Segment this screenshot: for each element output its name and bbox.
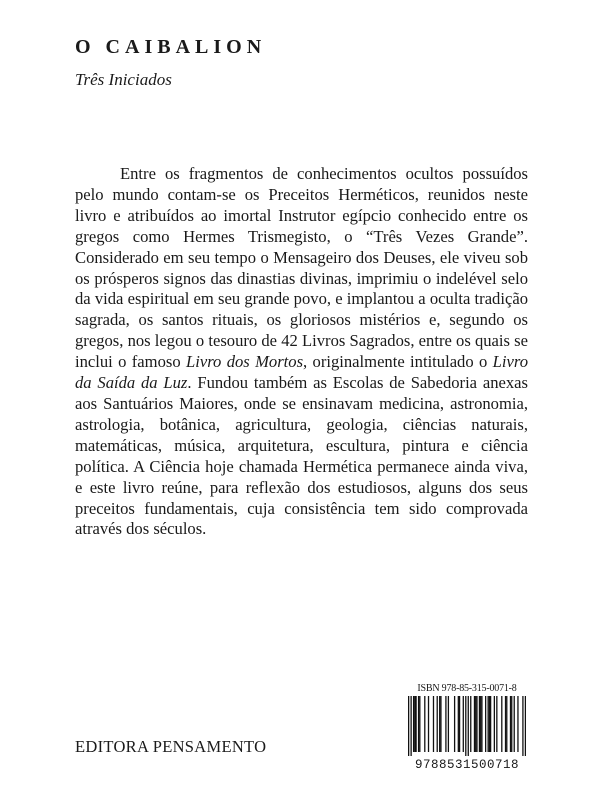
barcode-bar [489, 696, 490, 752]
barcode-bar [514, 696, 515, 752]
barcode-bar [479, 696, 480, 752]
isbn-barcode-block [404, 683, 530, 773]
barcode-bar [525, 696, 526, 756]
barcode-bar [496, 696, 497, 752]
barcode-bar [517, 696, 518, 752]
publisher-name: EDITORA PENSAMENTO [75, 737, 267, 756]
barcode-bar [415, 696, 416, 752]
blurb-text-2: , originalmente intitulado o [303, 352, 493, 372]
barcode-bar [490, 696, 491, 752]
barcode-bar [463, 696, 464, 752]
barcode-bar [418, 696, 419, 752]
barcode-bar [413, 696, 414, 752]
barcode-bar [440, 696, 441, 752]
barcode-digits: 9788531500718 [414, 758, 520, 772]
blurb-text-3: . Fundou também as Escolas de Sabedoria anexas aos Santuários Maiores, onde se ensinavam medicina, astronomia, astrologia, botânica, agricultura, geologia, ciências naturais, matemáticas, música, arquitetura, escultura, pintura e ciência política. A Ciência hoje chamada Hermética permanece ainda viva, e este livro reúne, para reflexão dos estudiosos, alguns dos seus preceitos fundamentais, cuja consistência tem sido comprovada através dos séculos. [75, 373, 528, 539]
barcode-bar [510, 696, 511, 752]
book-author: Três Iniciados [75, 70, 172, 89]
barcode-bar [487, 696, 488, 752]
barcode-bar [428, 696, 429, 752]
barcode-bar [419, 696, 420, 752]
barcode-bar [475, 696, 476, 752]
barcode-bar [522, 696, 523, 756]
barcode-bar [439, 696, 440, 752]
barcode-bar [470, 696, 471, 752]
barcode-bar [424, 696, 425, 752]
barcode-bar [445, 696, 446, 752]
barcode-bar [480, 696, 481, 752]
blurb-italic-title-2: Livro da Saída da Luz [75, 352, 528, 393]
barcode-icon [408, 696, 526, 756]
barcode-bar [468, 696, 469, 756]
barcode-bar [458, 696, 459, 752]
barcode-bar [506, 696, 507, 752]
barcode-bar [414, 696, 415, 752]
isbn-number: ISBN 978-85-315-0071-8 [417, 683, 517, 694]
barcode-bar [511, 696, 512, 752]
barcode-bar [481, 696, 482, 752]
back-cover-blurb [75, 164, 528, 540]
barcode-bar [433, 696, 434, 752]
barcode-bar [459, 696, 460, 752]
barcode-bar [494, 696, 495, 752]
barcode-bar [454, 696, 455, 752]
barcode-bar [448, 696, 449, 752]
blurb-text-1: Entre os fragmentos de conhecimentos ocultos possuídos pelo mundo contam-se os Preceitos Herméticos, reunidos neste livro e atribuídos ao imortal Instrutor egípcio conhecido entre os gregos como Hermes Trismegisto, o “Três Vezes Grande”. Considerado em seu tempo o Mensageiro dos Deuses, ele viveu sob os prósperos signos das dinastias divinas, imprimiu o indelével selo da vida espiritual em seu grande povo, e implantou a oculta tradição sagrada, os santos rituais, os gloriosos mistérios e, segundo os gregos, nos legou o tesouro de 42 Livros Sagrados, entre os quais se inclui o famoso [75, 164, 528, 372]
barcode-bar [408, 696, 409, 756]
blurb-italic-title-1: Livro dos Mortos [186, 352, 304, 372]
barcode-bar [437, 696, 438, 752]
barcode-bar [501, 696, 502, 752]
barcode-bar [505, 696, 506, 752]
barcode-bar [476, 696, 477, 752]
barcode-bar [465, 696, 466, 756]
barcode-bar [485, 696, 486, 752]
barcode-bar [410, 696, 411, 756]
book-title: O CAIBALION [75, 36, 267, 58]
barcode-bar [474, 696, 475, 752]
